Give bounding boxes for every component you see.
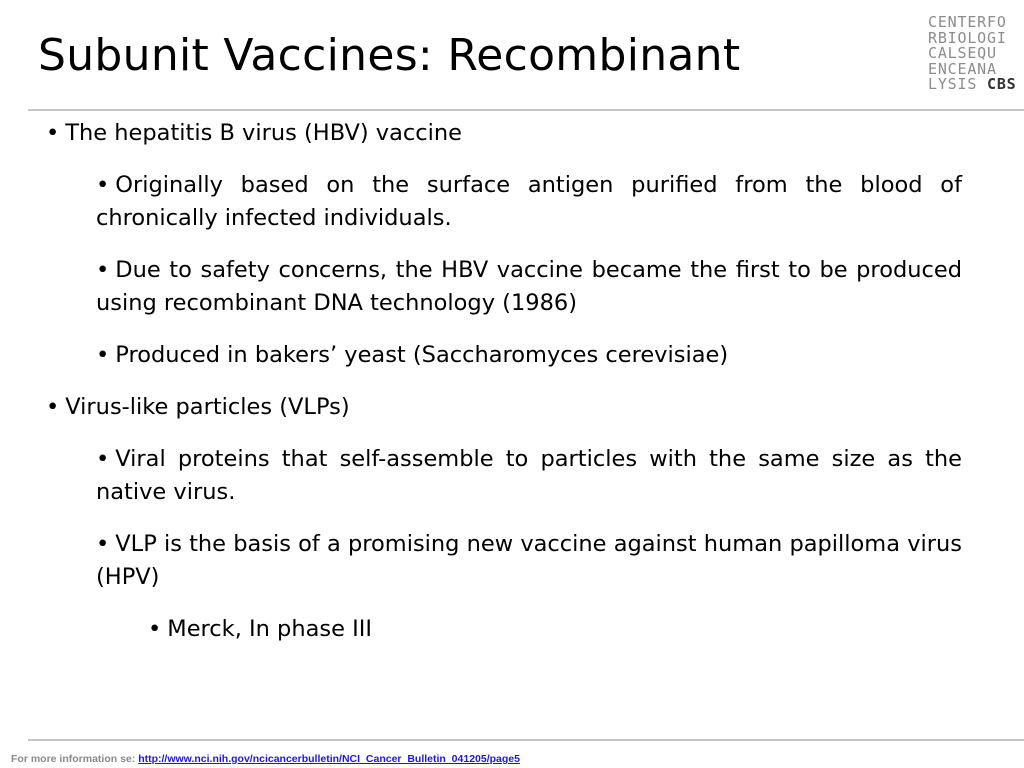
bullet-text: The hepatitis B virus (HBV) vaccine [65, 120, 462, 146]
logo-cbs: CBS [987, 75, 1017, 93]
bullet-safety-concerns [96, 254, 962, 320]
logo-line: CENTERFO [928, 13, 1007, 31]
footer-divider [28, 739, 1024, 741]
footer [11, 753, 520, 765]
bullet-merck-phase [148, 613, 948, 646]
logo-lysis: LYSIS [928, 75, 978, 93]
bullet-text: Produced in bakers’ yeast (Saccharomyces cerevisiae) [115, 342, 729, 368]
bullet-text: Merck, In phase III [167, 616, 373, 642]
bullet-dot: • [96, 446, 110, 472]
bullet-text: Originally based on the surface antigen purified from the blood of chronically infected individuals. [96, 172, 962, 231]
bullet-dot: • [96, 172, 110, 198]
bullet-dot: • [96, 531, 110, 557]
bullet-text: Due to safety concerns, the HBV vaccine became the first to be produced using recombinant DNA technology (1986) [96, 257, 962, 316]
logo-line: ENCEANA [928, 59, 997, 78]
bullet-vlps [46, 391, 946, 424]
bullet-text: Viral proteins that self-assemble to particles with the same size as the native virus. [96, 446, 962, 505]
bullet-text: Virus-like particles (VLPs) [65, 394, 350, 420]
bullet-viral-proteins [96, 443, 962, 509]
bullet-bakers-yeast [96, 339, 962, 372]
bullet-dot: • [46, 394, 60, 420]
bullet-hbv-vaccine [46, 117, 946, 150]
bullet-text: VLP is the basis of a promising new vaccine against human papilloma virus (HPV) [96, 531, 962, 590]
bullet-hpv-vaccine [96, 528, 962, 594]
footer-label: For more information se: [11, 753, 136, 765]
footer-source-link[interactable]: http://www.nci.nih.gov/ncicancerbulletin/NCI_Cancer_Bulletin_041205/page5 [138, 753, 520, 765]
slide-title: Subunit Vaccines: Recombinant [38, 30, 741, 81]
bullet-surface-antigen [96, 169, 962, 235]
logo-line: RBIOLOGI [928, 28, 1007, 47]
bullet-dot: • [96, 342, 110, 368]
bullet-dot: • [148, 616, 162, 642]
logo-line: CALSEQU [928, 44, 997, 62]
bullet-dot: • [96, 257, 110, 283]
bullet-dot: • [46, 120, 60, 146]
